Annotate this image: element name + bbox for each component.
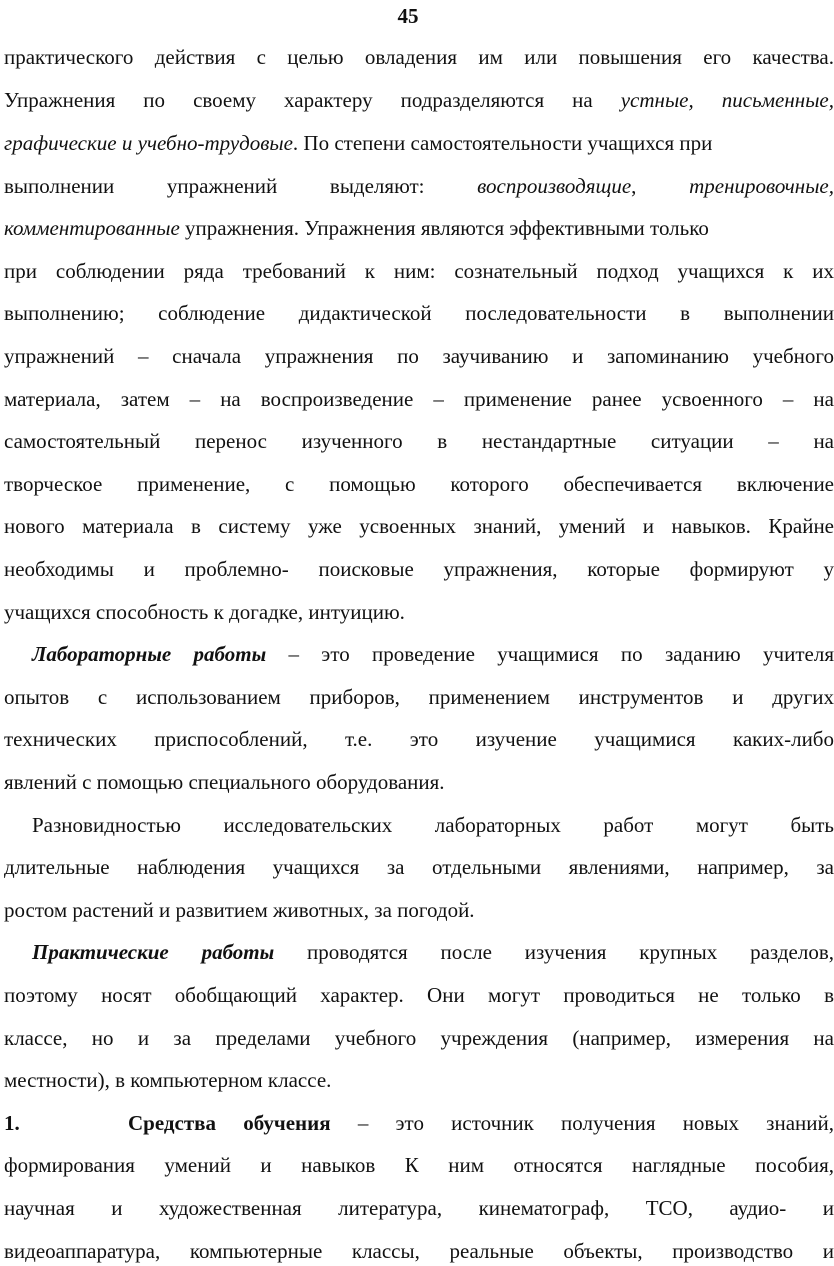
text-line-5 [4,213,834,243]
list-number: 1. [4,1111,20,1135]
text-line-19 [32,810,834,840]
text-line-17 [4,724,834,754]
text: нового материала в систему уже усвоенных знаний, умений и навыков. Крайне [4,514,834,538]
text-line-8 [4,341,834,371]
text: , [631,174,637,198]
text-line-18 [4,767,834,797]
text-line-12 [4,511,834,541]
text-line-23 [4,980,834,1010]
text: упражнений – сначала упражнения по заучиванию и запоминанию учебного [4,344,834,368]
text: выполнению; соблюдение дидактической последовательности в выполнении [4,301,834,325]
text: поэтому носят обобщающий характер. Они могут проводиться не только в [4,983,834,1007]
text-line-21 [4,895,834,925]
text: при соблюдении ряда требований к ним: сознательный подход учащихся к их [4,259,834,283]
text-line-20 [4,852,834,882]
text: материала, затем – на воспроизведение – применение ранее усвоенного – на [4,387,834,411]
bold-italic-term: Лабораторные работы [32,642,267,666]
page-number: 45 [397,4,419,28]
text-line-26 [4,1108,834,1138]
text: классе, но и за пределами учебного учреждения (например, измерения на [4,1026,834,1050]
text: научная и художественная литература, кинематограф, ТСО, аудио- и [4,1196,834,1220]
italic-term: устные, письменные, [620,88,834,112]
text: учащихся способность к догадке, интуицию. [4,600,405,624]
text: Упражнения по своему характеру подразделяются на [4,88,593,112]
text: необходимы и проблемно- поисковые упражнения, которые формируют у [4,557,834,581]
italic-term: графические и учебно-трудовые [4,131,293,155]
text-line-27 [4,1150,834,1180]
text: практического действия с целью овладения им или повышения его качества. [4,45,834,69]
text: формирования умений и навыков К ним относятся наглядные пособия, [4,1153,834,1177]
text-line-6 [4,256,834,286]
italic-term: комментированные [4,216,180,240]
bold-term: Средства обучения [128,1111,331,1135]
bold-italic-term: Практические работы [32,940,275,964]
text-line-13 [4,554,834,584]
italic-term: воспроизводящие [477,174,632,198]
text-line-25 [4,1065,834,1095]
text: Разновидностью исследовательских лабораторных работ могут быть [32,813,834,837]
text: – это проведение учащимися по заданию учителя [266,642,834,666]
text: явлений с помощью специального оборудования. [4,770,445,794]
text: длительные наблюдения учащихся за отдельными явлениями, например, за [4,855,834,879]
text: местности), в компьютерном классе. [4,1068,332,1092]
text-line-4 [4,171,834,201]
text-line-29 [4,1236,834,1266]
text: видеоаппаратура, компьютерные классы, реальные объекты, производство и [4,1239,834,1263]
text: ростом растений и развитием животных, за погодой. [4,898,475,922]
text: проводятся после изучения крупных разделов, [274,940,834,964]
text: самостоятельный перенос изученного в нестандартные ситуации – на [4,429,834,453]
text: – это источник получения новых знаний, [330,1111,834,1135]
text-line-10 [4,426,834,456]
text: упражнения. Упражнения являются эффективными только [179,216,709,240]
italic-term: тренировочные, [689,174,834,198]
text-line-15 [32,639,834,669]
text-line-14 [4,597,834,627]
text-line-7 [4,298,834,328]
text: творческое применение, с помощью которого обеспечивается включение [4,472,834,496]
text-line-22 [32,937,834,967]
text: выполнении упражнений выделяют: [4,174,425,198]
text: опытов с использованием приборов, применением инструментов и других [4,685,834,709]
text-line-9 [4,384,834,414]
text: . По степени самостоятельности учащихся при [292,131,713,155]
text: технических приспособлений, т.е. это изучение учащимися каких-либо [4,727,834,751]
text-line-2 [4,85,834,115]
text-line-3 [4,128,834,158]
text-line-1 [4,42,834,72]
text-line-28 [4,1193,834,1223]
text-line-24 [4,1023,834,1053]
text-line-16 [4,682,834,712]
text-line-11 [4,469,834,499]
